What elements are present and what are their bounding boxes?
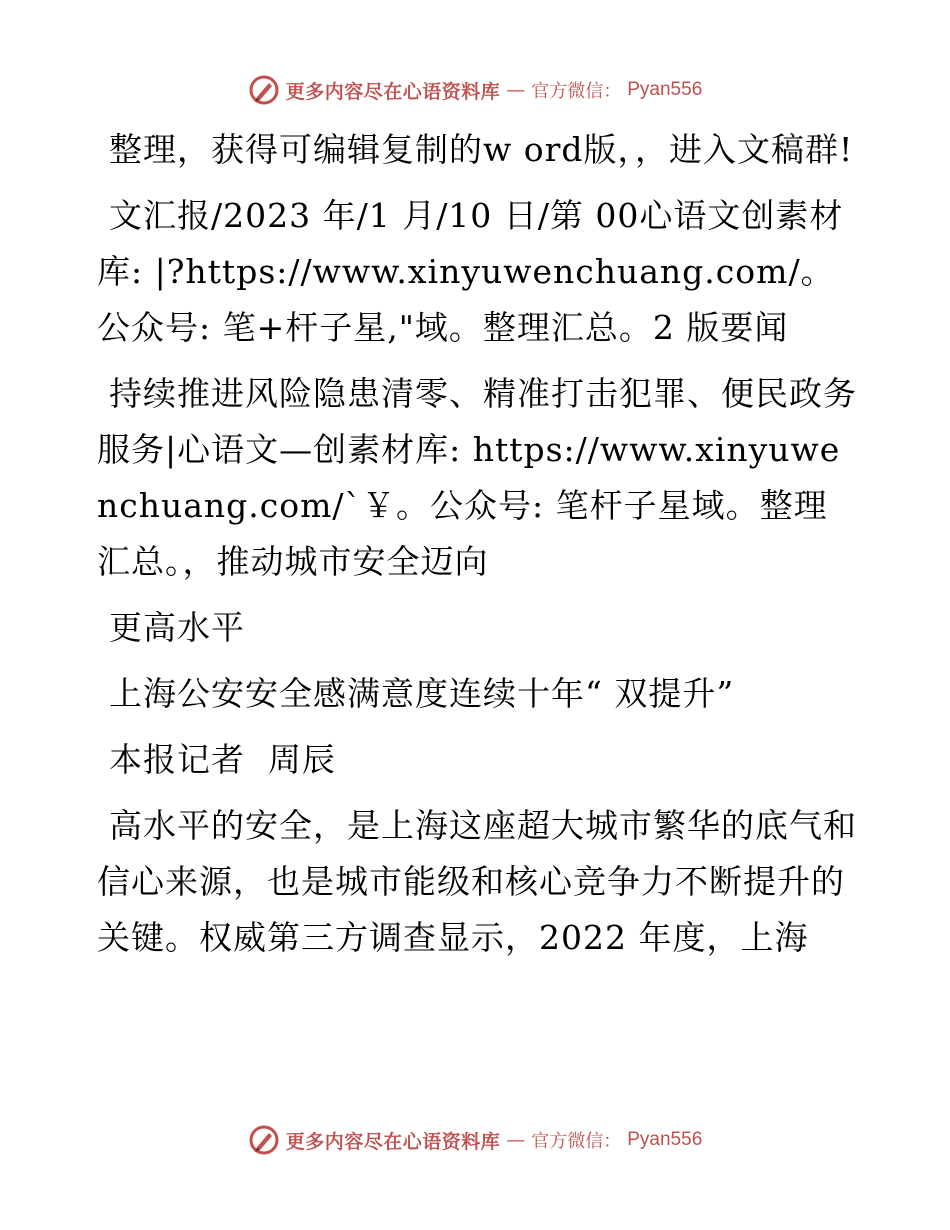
paragraph-text: 高水平的安全，是上海这座超大城市繁华的底气和信心来源，也是城市能级和核心竞争力不断提升的关键。权威第三方调查显示，2022 年度，上海 xyxy=(97,806,857,957)
paragraph xyxy=(97,366,857,590)
paragraph xyxy=(97,122,857,178)
document-body xyxy=(97,122,857,976)
watermark-wechat-label: 官方微信： xyxy=(531,1131,622,1152)
watermark-dash: — xyxy=(506,79,526,101)
paragraph-text: 更高水平 xyxy=(109,608,245,647)
watermark-text: 更多内容尽在心语资料库 xyxy=(285,1130,501,1153)
paragraph xyxy=(97,798,857,966)
paragraph-text: 本报记者 周辰 xyxy=(109,740,336,779)
watermark-wechat-id: Pyan556 xyxy=(627,1129,703,1150)
watermark-text: 更多内容尽在心语资料库 xyxy=(285,80,501,103)
paragraph-text: 整理，获得可编辑复制的w ord版，，进入文稿群! xyxy=(109,130,854,169)
paragraph xyxy=(97,732,857,788)
header-watermark xyxy=(0,70,950,110)
pen-circle-logo-icon xyxy=(248,74,280,106)
watermark-wechat-id: Pyan556 xyxy=(627,79,703,100)
watermark-dash: — xyxy=(506,1129,526,1151)
paragraph-text: 文汇报/2023 年/1 月/10 日/第 00心语文创素材库: |?https://www.xinyuwenchuang.com/。公众号: 笔+杆子星,"域。整理汇总。2 版要闻 xyxy=(97,196,844,347)
paragraph xyxy=(97,600,857,656)
footer-watermark xyxy=(0,1120,950,1160)
paragraph-text: 持续推进风险隐患清零、精准打击犯罪、便民政务服务|心语文—创素材库: https://www.xinyuwenchuang.com/`￥。公众号: 笔杆子星域。整理汇总。，推动城市安全迈向 xyxy=(97,374,857,581)
paragraph xyxy=(97,188,857,356)
paragraph-text: 上海公安安全感满意度连续十年“ 双提升” xyxy=(109,674,735,713)
paragraph xyxy=(97,666,857,722)
pen-circle-logo-icon xyxy=(248,1124,280,1156)
watermark-wechat-label: 官方微信： xyxy=(531,81,622,102)
